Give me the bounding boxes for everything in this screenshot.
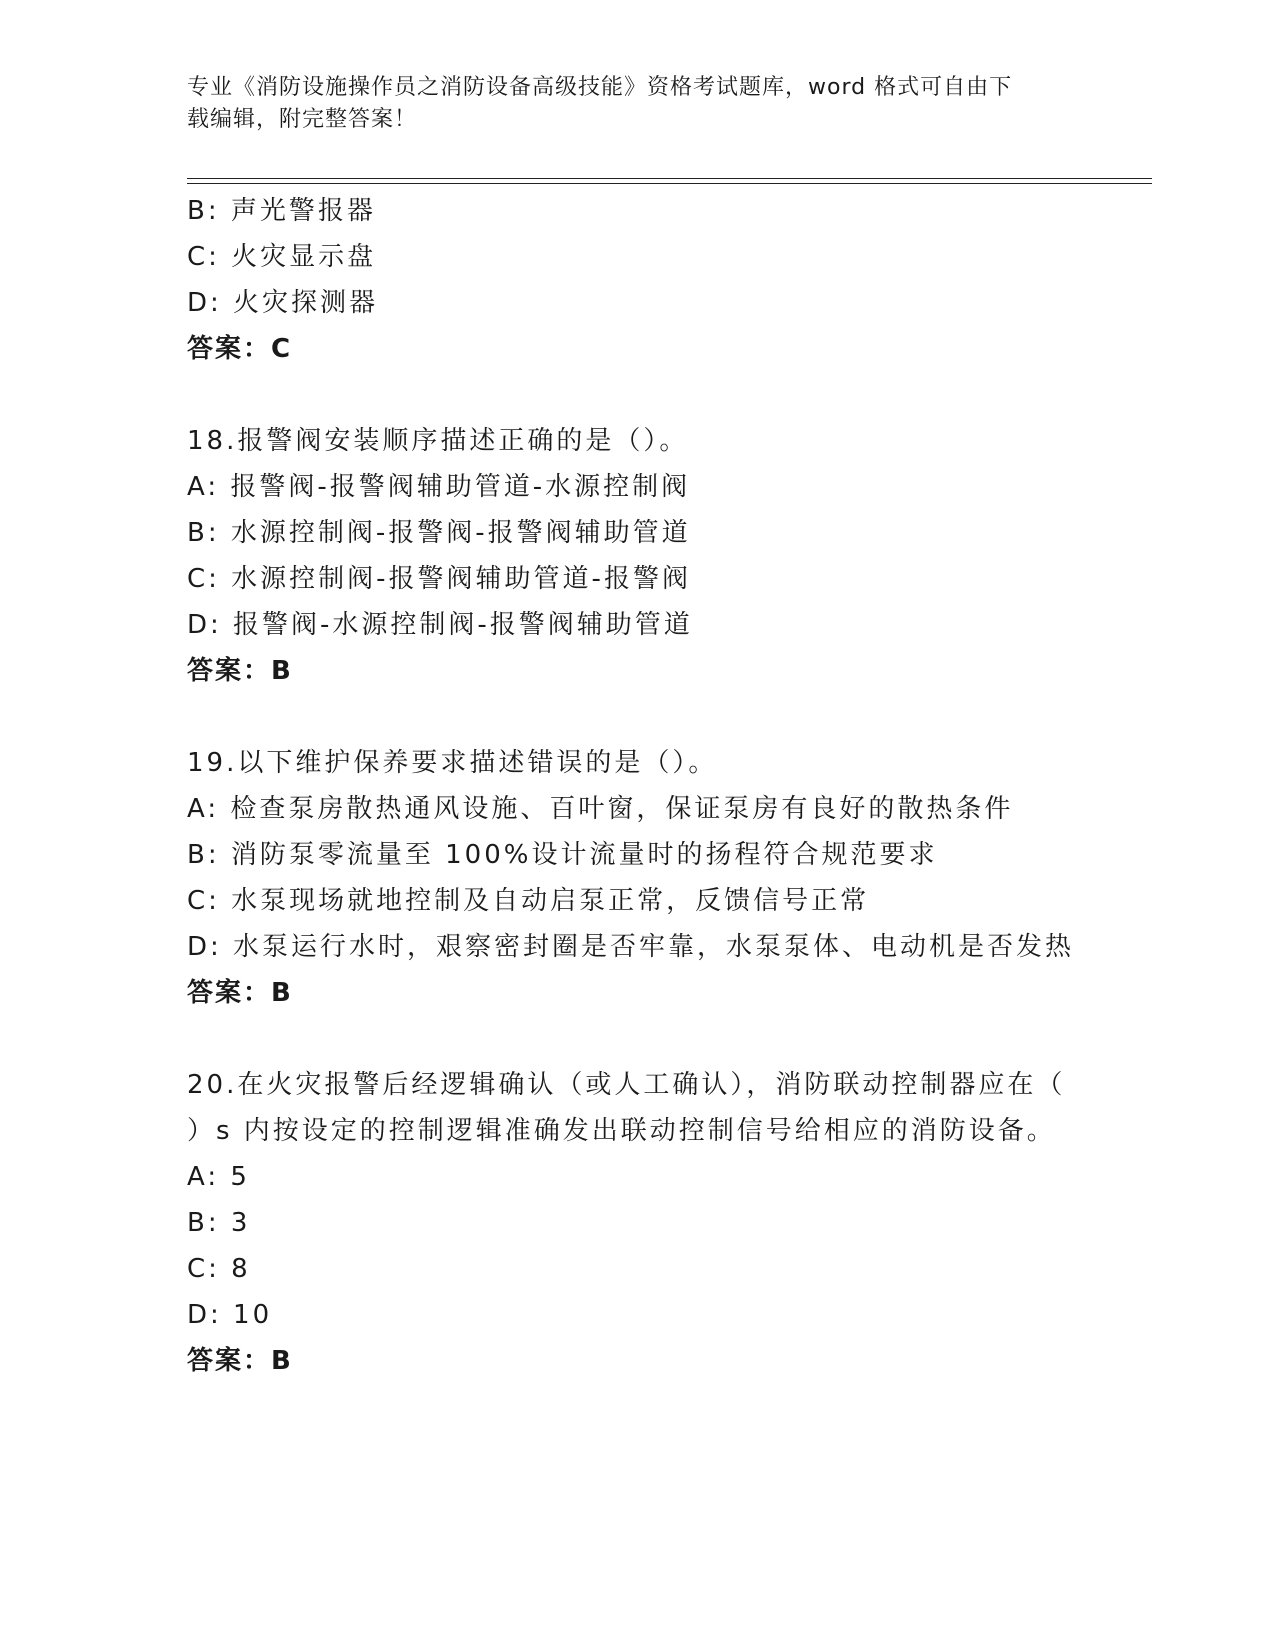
question-text: 19.以下维护保养要求描述错误的是（）。: [187, 748, 718, 778]
option-a: A: 报警阀-报警阀辅助管道-水源控制阀: [187, 472, 691, 502]
header-line-2: 载编辑，附完整答案！: [187, 107, 418, 132]
header-divider-top: [187, 178, 1152, 179]
question-text-line-2: ）s 内按设定的控制逻辑准确发出联动控制信号给相应的消防设备。: [187, 1116, 1056, 1146]
spacer: [187, 694, 1087, 740]
question-17: [187, 188, 1087, 372]
answer: 答案：B: [187, 978, 293, 1008]
answer: 答案：C: [187, 334, 293, 364]
question-text-line-1: 20.在火灾报警后经逻辑确认（或人工确认），消防联动控制器应在（: [187, 1070, 1066, 1100]
option-a: A: 5: [187, 1162, 250, 1192]
option-b: B: 声光警报器: [187, 196, 376, 226]
answer: 答案：B: [187, 656, 293, 686]
option-c: C: 水源控制阀-报警阀辅助管道-报警阀: [187, 564, 691, 594]
option-b: B: 水源控制阀-报警阀-报警阀辅助管道: [187, 518, 691, 548]
question-text: 18.报警阀安装顺序描述正确的是（）。: [187, 426, 689, 456]
question-19: [187, 740, 1087, 1016]
question-list: [187, 188, 1087, 1384]
option-c: C: 水泵现场就地控制及自动启泵正常，反馈信号正常: [187, 886, 870, 916]
header-line-1: 专业《消防设施操作员之消防设备高级技能》资格考试题库，word 格式可自由下: [187, 75, 1013, 100]
question-20: [187, 1062, 1087, 1384]
option-c: C: 8: [187, 1254, 251, 1284]
option-b: B: 3: [187, 1208, 251, 1238]
header-divider-bottom: [187, 183, 1152, 184]
option-d: D: 报警阀-水源控制阀-报警阀辅助管道: [187, 610, 693, 640]
option-a: A: 检查泵房散热通风设施、百叶窗，保证泵房有良好的散热条件: [187, 794, 1014, 824]
spacer: [187, 372, 1087, 418]
option-d: D: 10: [187, 1300, 273, 1330]
option-d: D: 火灾探测器: [187, 288, 379, 318]
option-c: C: 火灾显示盘: [187, 242, 377, 272]
option-d: D: 水泵运行水时，艰察密封圈是否牢靠，水泵泵体、电动机是否发热: [187, 932, 1075, 962]
spacer: [187, 1016, 1087, 1062]
question-18: [187, 418, 1087, 694]
document-header: [187, 72, 1087, 136]
answer: 答案：B: [187, 1346, 293, 1376]
option-b: B: 消防泵零流量至 100%设计流量时的扬程符合规范要求: [187, 840, 938, 870]
